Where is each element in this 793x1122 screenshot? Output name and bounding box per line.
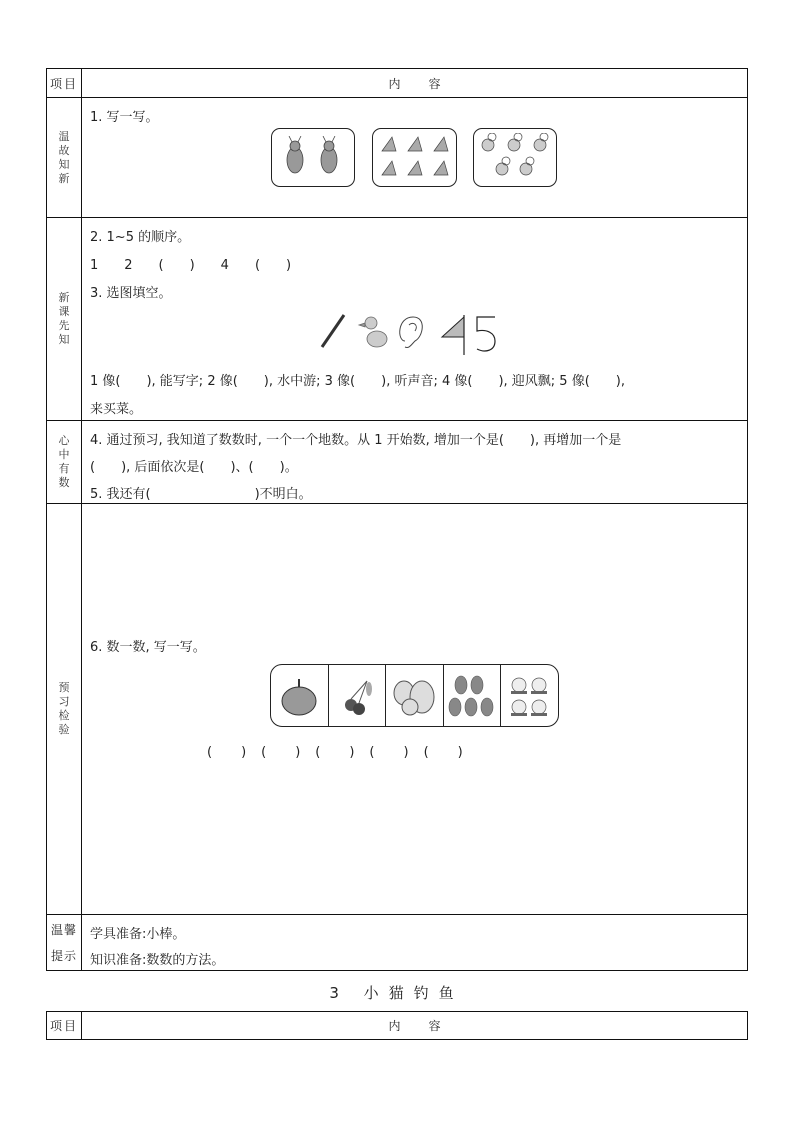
- row-content-cell: [82, 915, 747, 971]
- table-header-row: [47, 69, 747, 97]
- cabbages-cell: [386, 665, 444, 726]
- knowledge-prep: 知识准备:数数的方法。: [90, 953, 225, 968]
- ear-icon: [400, 317, 423, 348]
- bees-picture: [473, 128, 557, 187]
- header-content-label: 内容: [388, 76, 469, 91]
- digit-4-icon: [442, 315, 464, 355]
- preview-table: [46, 68, 748, 971]
- row-label-line2: 提示: [50, 949, 77, 963]
- question-1: 1. 写一写。: [90, 110, 159, 125]
- question-6: 6. 数一数, 写一写。: [90, 640, 206, 655]
- cherries-icon: [337, 675, 377, 717]
- question-5[interactable]: 5. 我还有( )不明白。: [90, 487, 312, 502]
- header-content-cell: [82, 1012, 747, 1039]
- section-title: 3 小猫钓鱼: [329, 984, 464, 1002]
- table-row-new-lesson: [47, 217, 747, 420]
- bee-icon: [478, 133, 552, 183]
- strawberries-cell: [444, 665, 502, 726]
- table-row-check: [47, 503, 747, 914]
- question-4-cont[interactable]: ( ), 后面依次是( )、( )。: [90, 460, 298, 475]
- table-row-review: [47, 97, 747, 217]
- header-item-cell: [47, 69, 82, 97]
- row-label: 温故知新: [58, 129, 70, 185]
- counting-answers[interactable]: ( ) ( ) ( ) ( ) ( ): [207, 745, 464, 760]
- cricket-icon: [278, 136, 348, 180]
- row-content-cell: [82, 504, 747, 914]
- header-item-label: 项目: [49, 1019, 78, 1033]
- table-row-tips: [47, 914, 747, 971]
- question-2: 2. 1~5 的顺序。: [90, 230, 191, 245]
- butterflies-picture: [372, 128, 457, 187]
- row-label: 预习检验: [58, 681, 70, 736]
- duckling-icon: [359, 317, 387, 347]
- row-label-line1: 温馨: [50, 923, 77, 937]
- question-3: 3. 选图填空。: [90, 286, 172, 301]
- row-label-cell: [47, 421, 82, 503]
- header-content-cell: [82, 69, 747, 97]
- pencil-icon: [322, 315, 344, 347]
- peaches-cell: [501, 665, 558, 726]
- row-label-cell: [47, 98, 82, 217]
- question-4[interactable]: 4. 通过预习, 我知道了数数时, 一个一个地数。从 1 开始数, 增加一个是( ), 再增加一个是: [90, 433, 622, 448]
- row-content-cell: [82, 98, 747, 217]
- pictures-row: [317, 311, 517, 357]
- row-label: 新课先知: [58, 291, 70, 346]
- butterfly-icon: [378, 135, 452, 181]
- cherries-cell: [329, 665, 387, 726]
- header-item-cell: [47, 1012, 82, 1039]
- header-content-label: 内容: [388, 1019, 469, 1033]
- row-label-cell: [47, 915, 82, 971]
- fill-in-sentence-cont: 来买菜。: [90, 402, 143, 417]
- sequence-blanks[interactable]: 1 2 ( ) 4 ( ): [90, 258, 292, 273]
- cabbage-icon: [390, 675, 438, 717]
- row-label-cell: [47, 218, 82, 420]
- pumpkin-cell: [271, 665, 329, 726]
- row-content-cell: [82, 218, 747, 420]
- table-header-row: [47, 1012, 747, 1039]
- kitten-fishing-table: [46, 1011, 748, 1040]
- digit-5-icon: [477, 317, 495, 351]
- peach-icon: [507, 673, 553, 719]
- strawberry-icon: [447, 673, 497, 719]
- crickets-picture: [271, 128, 355, 187]
- tools-prep: 学具准备:小棒。: [90, 927, 186, 942]
- fill-in-sentence[interactable]: 1 像( ), 能写字; 2 像( ), 水中游; 3 像( ), 听声音; 4 像( ), 迎风飘; 5 像( ),: [90, 374, 625, 389]
- header-item-label: 项目: [49, 76, 78, 91]
- counting-strip: [270, 664, 559, 727]
- row-label: 心中有数: [58, 434, 70, 489]
- row-content-cell: [82, 421, 747, 503]
- pumpkin-icon: [279, 675, 319, 717]
- table-row-reflection: [47, 420, 747, 503]
- row-label-cell: [47, 504, 82, 914]
